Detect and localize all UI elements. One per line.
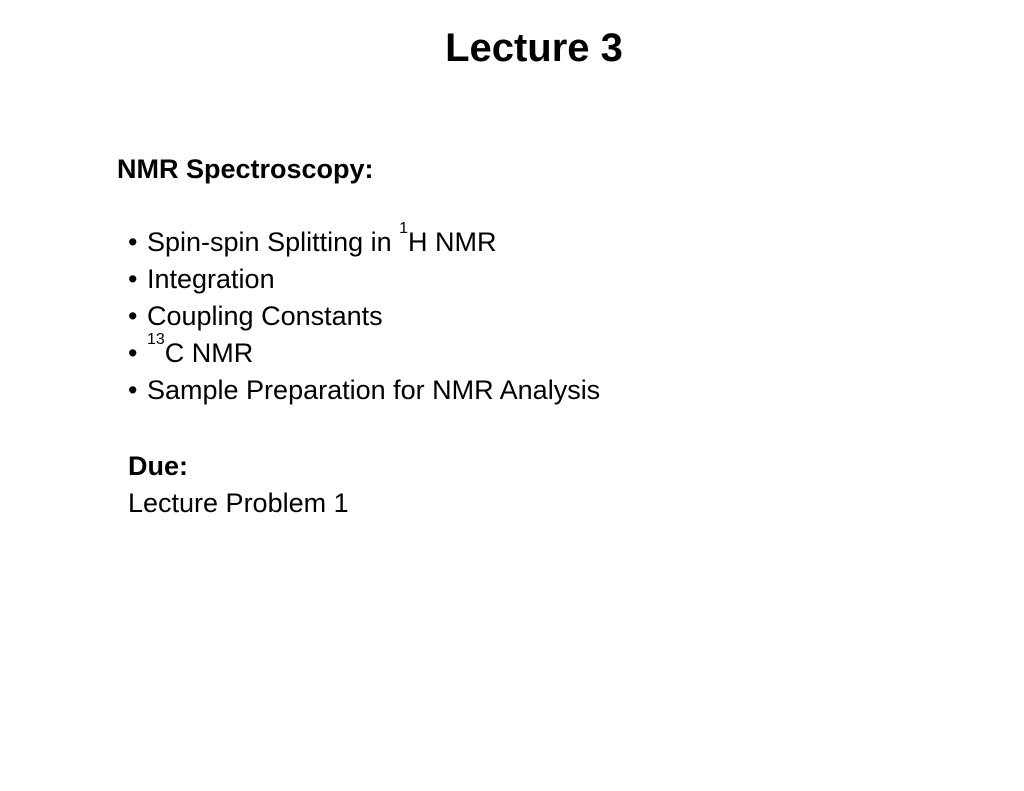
bullet: • [128, 227, 138, 257]
topic-item-integration [128, 261, 600, 298]
due-item: Lecture Problem 1 [128, 488, 349, 518]
bullet: • [128, 375, 138, 405]
topic-item-c13-nmr [128, 331, 600, 372]
topic-text: Coupling Constants [147, 301, 383, 331]
section-heading: NMR Spectroscopy: [117, 154, 374, 184]
topic-text: Sample Preparation for NMR Analysis [147, 375, 601, 405]
bullet: • [128, 301, 138, 331]
topic-item-coupling-constants [128, 298, 600, 335]
due-label: Due: [128, 451, 188, 481]
isotope-superscript: 13 [147, 331, 165, 348]
topic-item-spin-spin-splitting [128, 220, 600, 261]
topic-text: Integration [147, 264, 275, 294]
topic-item-sample-preparation [128, 372, 600, 409]
topic-list [128, 220, 601, 409]
topic-text-suffix: C NMR [164, 338, 254, 368]
topic-text: Spin-spin Splitting in [147, 227, 400, 257]
bullet: • [128, 338, 138, 368]
bullet: • [128, 264, 138, 294]
isotope-superscript: 1 [399, 220, 409, 237]
slide-title: Lecture 3 [445, 26, 623, 70]
topic-text-suffix: H NMR [408, 227, 497, 257]
